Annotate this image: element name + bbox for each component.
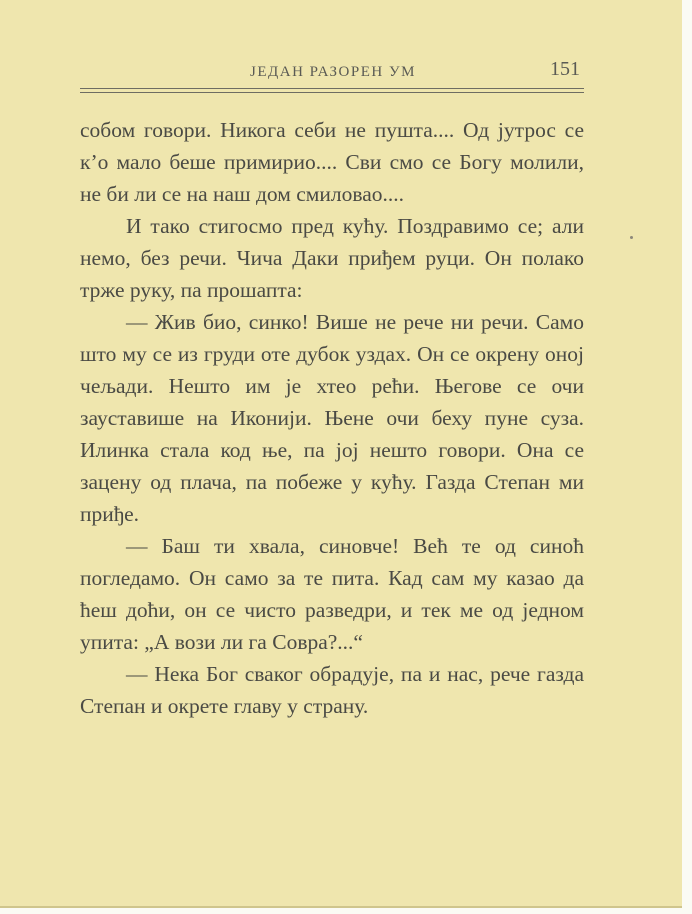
paragraph-3: — Жив био, синко! Више не рече ни речи. Само што му се из груди оте дубок уздах. Он се окрену оној чељади. Нешто им је хтео рећи. Његове се очи зауставише на Иконији. Њене очи беху пуне суза. Илинка стала код ње, па јој нешто говори. Она се зацену од плача, па побеже у кућу. Газда Степан ми приђе.	[80, 310, 584, 526]
paragraph-4: — Баш ти хвала, синовче! Већ те од синоћ погледамо. Он само за те пита. Кад сам му казао да ћеш доћи, он се чисто разведри, и тек ме од једном упита: „А вози ли га Совра?...“	[80, 534, 584, 654]
paragraph-1: собом говори. Никога себи не пушта.... Од јутрос се к’о мало беше примирио.... Сви смо се Богу молили, не би ли се на наш дом смиловао....	[80, 118, 584, 206]
paragraph-2: И тако стигосмо пред кућу. Поздравимо се; али немо, без речи. Чича Даки приђем руци. Он полако трже руку, па прошапта:	[80, 214, 584, 302]
body-text	[80, 114, 584, 722]
paragraph-5: — Нека Бог сваког обрадује, па и нас, рече газда Степан и окрете главу у страну.	[80, 662, 584, 718]
page-header	[80, 56, 584, 84]
header-rule-top	[80, 88, 584, 89]
scan-margin-bottom	[0, 908, 692, 914]
scan-margin-right	[682, 0, 692, 914]
running-title: ЈЕДАН РАЗОРЕН УМ	[250, 64, 416, 80]
header-rule-bottom	[80, 92, 584, 93]
page-number: 151	[550, 58, 580, 80]
paper-speck	[630, 236, 633, 239]
